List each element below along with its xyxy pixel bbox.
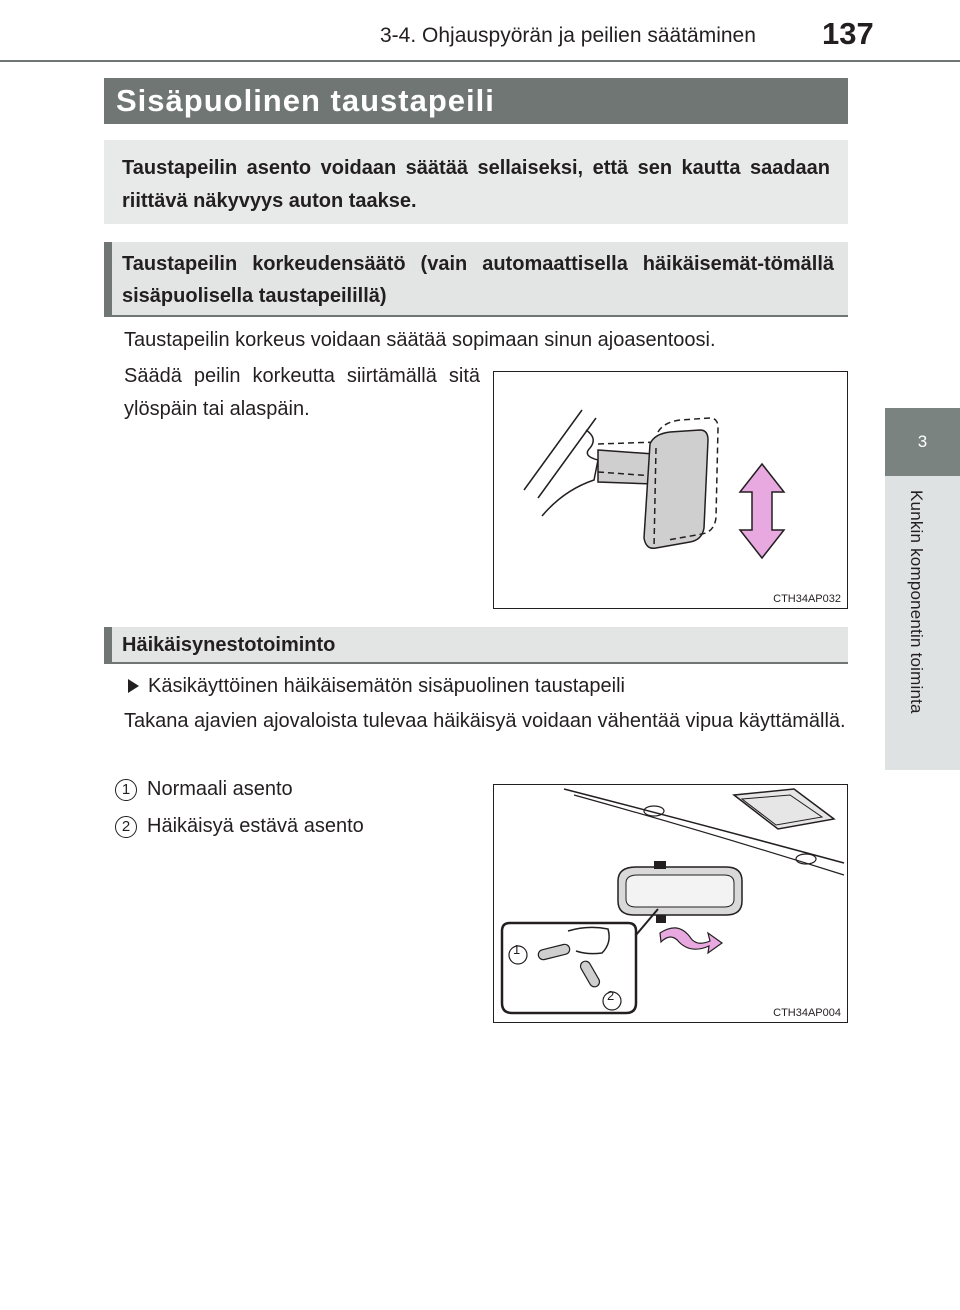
up-down-arrow-icon <box>740 464 784 558</box>
list-item <box>115 778 293 801</box>
callout-2: 2 <box>607 988 615 1003</box>
chapter-tab-title: Kunkin komponentin toiminta <box>907 490 926 714</box>
list-item <box>115 815 364 838</box>
section-heading-height-adjust: Taustapeilin korkeudensäätö (vain automaattisella häikäisemät-tömällä sisäpuolisella taustapeilillä) <box>104 242 848 317</box>
callout-1: 1 <box>513 942 521 957</box>
anti-glare-paragraph: Takana ajavien ajovaloista tulevaa häikäisyä voidaan vähentää vipua käyttämällä. <box>124 710 846 732</box>
running-header-title: 3-4. Ohjauspyörän ja peilien säätäminen <box>380 24 756 47</box>
height-paragraph-1: Taustapeilin korkeus voidaan säätää sopimaan sinun ajoasentoosi. <box>124 329 716 351</box>
intro-box: Taustapeilin asento voidaan säätää sellaiseksi, että sen kautta saadaan riittävä näkyvyys auton taakse. <box>104 140 848 224</box>
mirror-lever-illustration <box>494 785 846 1021</box>
number-badge: 1 <box>115 779 137 801</box>
section-heading-anti-glare: Häikäisynestotoiminto <box>104 627 848 664</box>
triangle-bullet-icon <box>128 679 139 693</box>
chapter-tab-number: 3 <box>885 408 960 476</box>
page-number: 137 <box>822 16 874 51</box>
list-item-label: Häikäisyä estävä asento <box>147 815 364 837</box>
page-title: Sisäpuolinen taustapeili <box>104 78 848 124</box>
figure-mirror-height <box>493 371 848 609</box>
bullet-item <box>128 670 625 703</box>
mirror-height-illustration <box>494 372 846 607</box>
height-paragraph-2: Säädä peilin korkeutta siirtämällä sitä ylöspäin tai alaspäin. <box>124 365 480 420</box>
figure-code: CTH34AP032 <box>773 593 841 605</box>
figure-code: CTH34AP004 <box>773 1007 841 1019</box>
number-badge: 2 <box>115 816 137 838</box>
header-divider <box>0 60 960 62</box>
bullet-text: Käsikäyttöinen häikäisemätön sisäpuolinen taustapeili <box>148 675 625 697</box>
figure-mirror-lever <box>493 784 848 1023</box>
list-item-label: Normaali asento <box>147 778 293 800</box>
